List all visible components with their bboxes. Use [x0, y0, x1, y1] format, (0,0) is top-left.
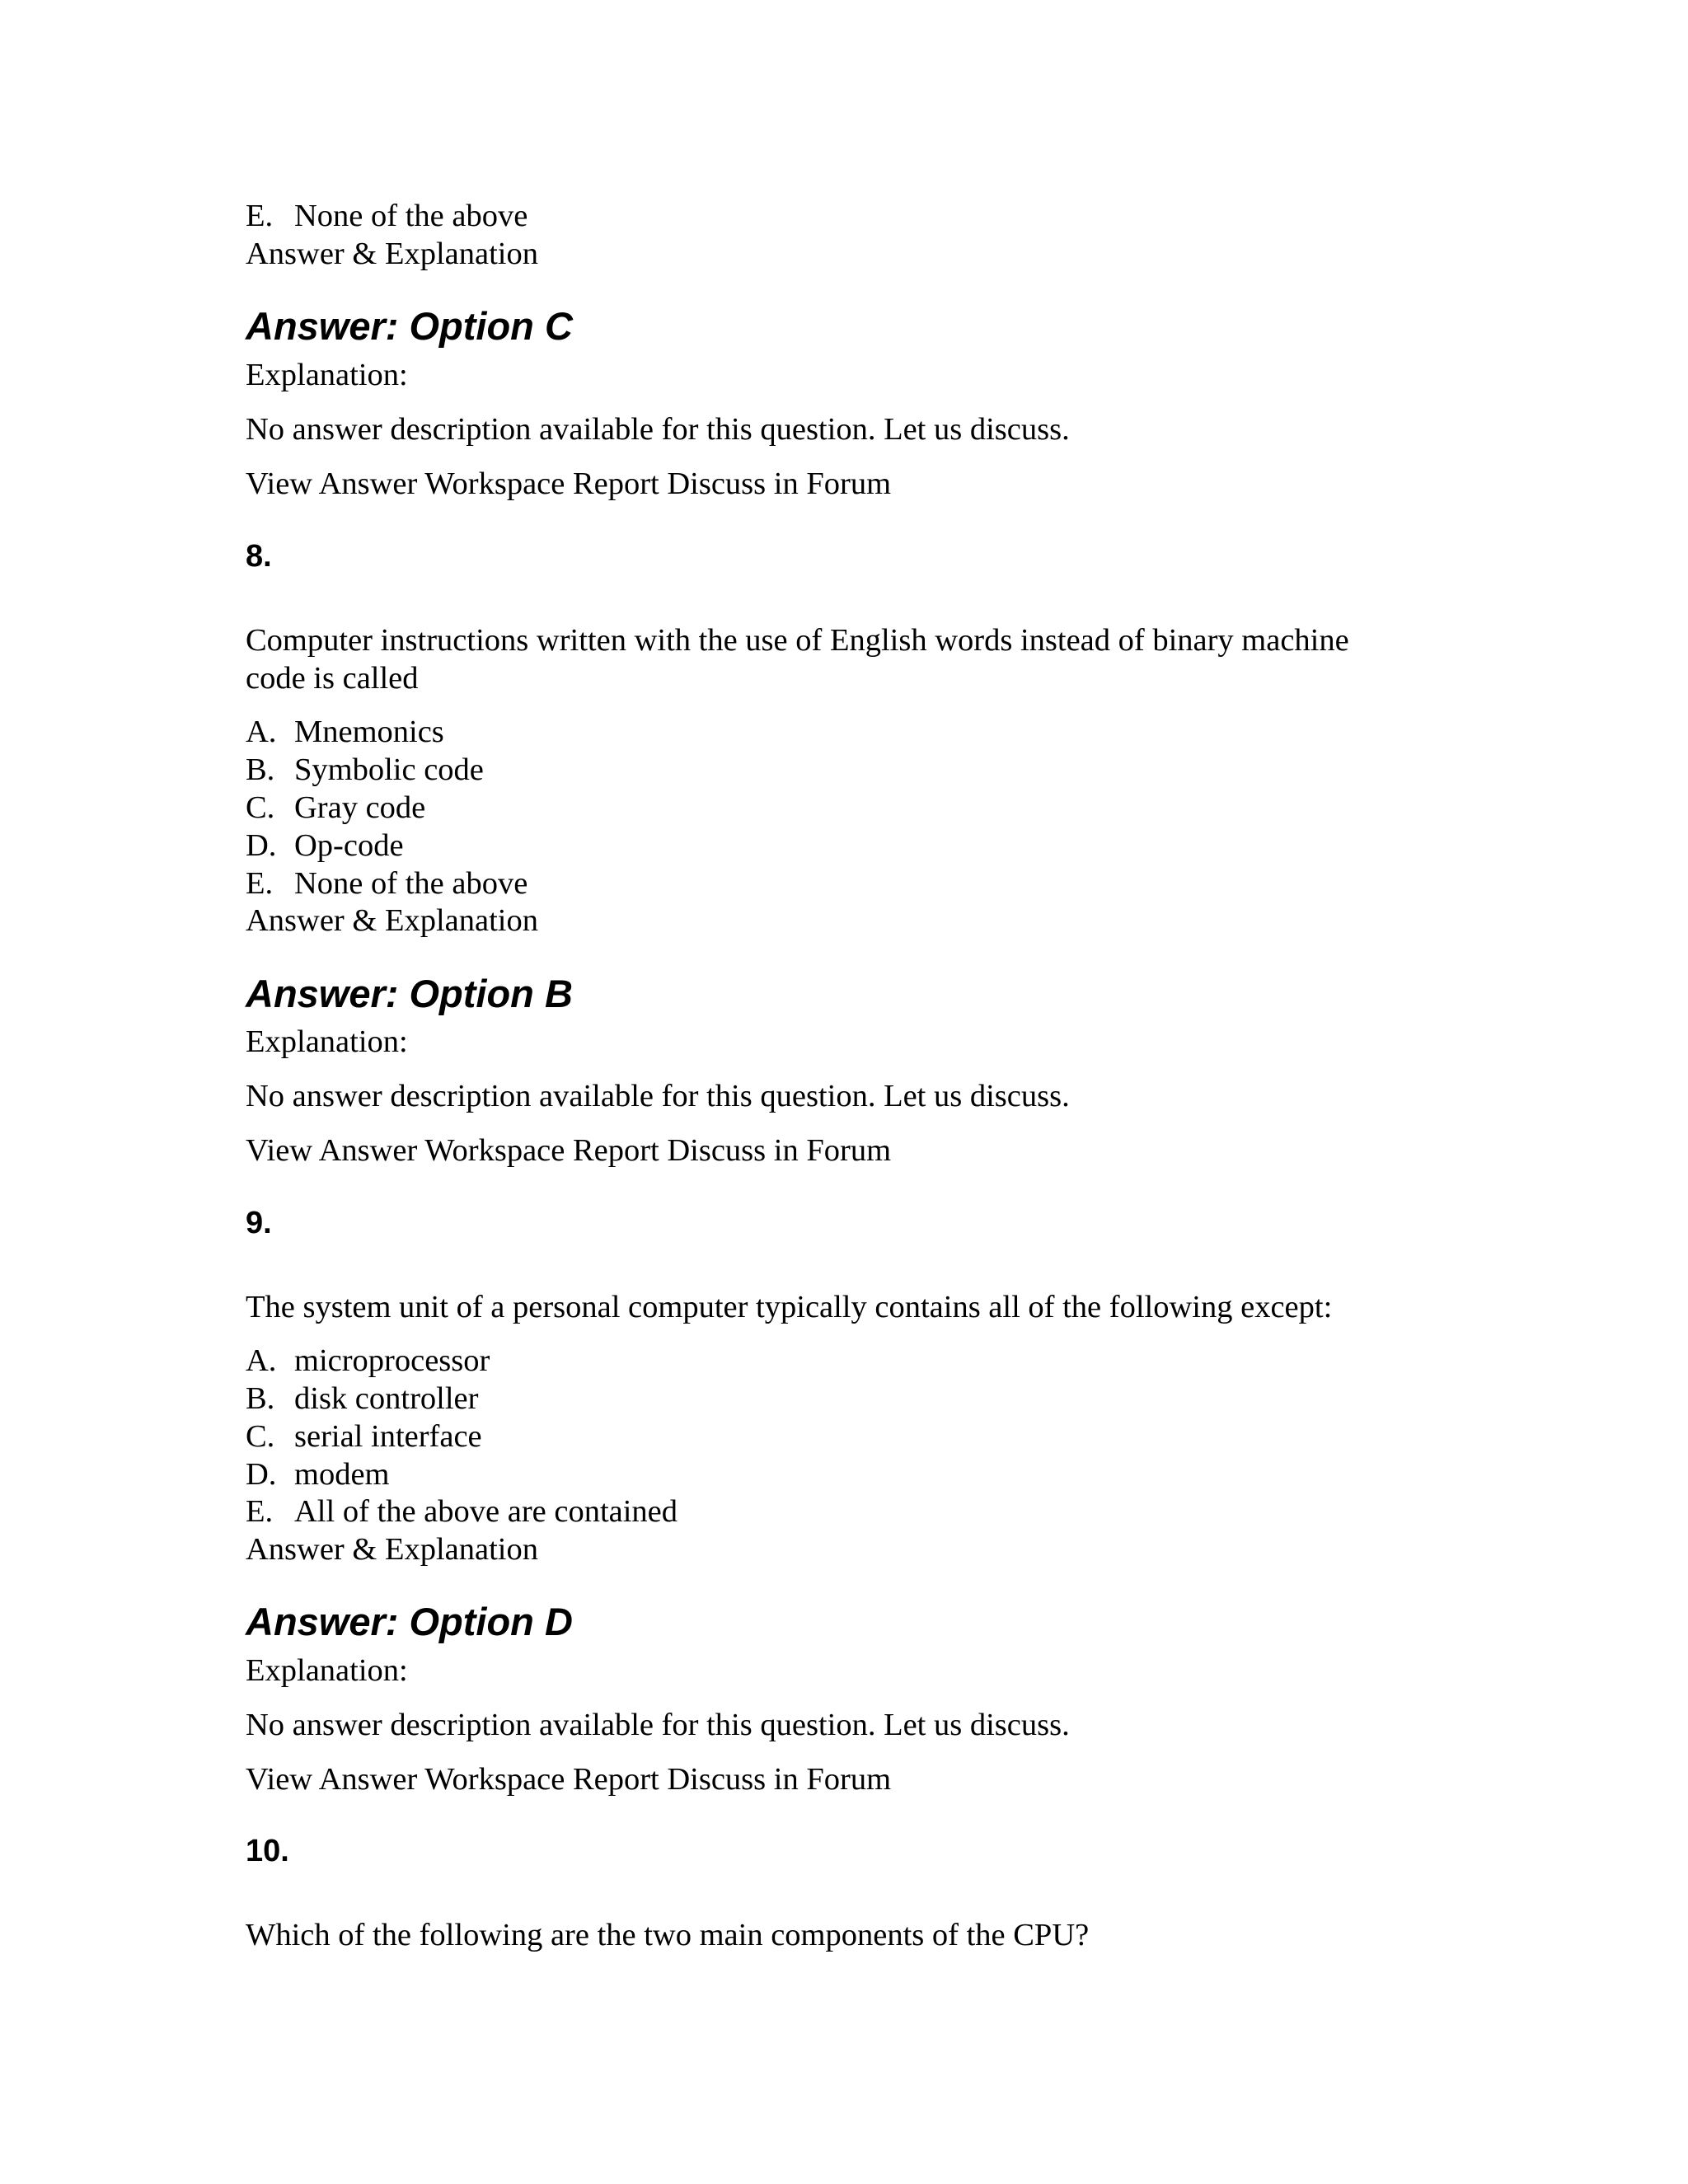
option-b [246, 1380, 478, 1418]
answer-explanation-toggle: Answer & Explanation [246, 1532, 538, 1567]
option-a [246, 1342, 490, 1380]
option-letter: A. [246, 715, 277, 749]
option-text: Op-code [294, 828, 404, 863]
option-text: Mnemonics [294, 715, 444, 749]
option-text: disk controller [294, 1381, 479, 1416]
option-letter: B. [246, 752, 275, 787]
option-letter: B. [246, 1381, 275, 1416]
explanation-label: Explanation: [246, 1653, 408, 1688]
answer-heading: Answer: Option D [246, 1600, 573, 1643]
question-text-line-1: Which of the following are the two main components of the CPU? [246, 1918, 1090, 1952]
explanation-text: No answer description available for this question. Let us discuss. [246, 1708, 1070, 1742]
question-text-line-2: code is called [246, 661, 419, 696]
answer-explanation-toggle: Answer & Explanation [246, 237, 538, 271]
explanation-label: Explanation: [246, 1024, 408, 1059]
question-number: 9. [246, 1206, 272, 1240]
option-letter: E. [246, 866, 274, 901]
option-text: serial interface [294, 1419, 482, 1454]
explanation-text: No answer description available for this question. Let us discuss. [246, 1079, 1070, 1113]
option-text: None of the above [294, 866, 528, 901]
answer-actions: View Answer Workspace Report Discuss in Forum [246, 466, 892, 501]
option-letter: D. [246, 1457, 277, 1492]
option-letter: D. [246, 828, 277, 863]
option-text: Gray code [294, 790, 426, 825]
option-b [246, 751, 484, 789]
option-text: None of the above [294, 199, 528, 233]
option-d [246, 1455, 389, 1493]
answer-actions: View Answer Workspace Report Discuss in Forum [246, 1762, 892, 1797]
option-a [246, 713, 444, 751]
option-letter: A. [246, 1343, 277, 1378]
question-text-line-1: The system unit of a personal computer typically contains all of the following except: [246, 1290, 1333, 1324]
option-d [246, 827, 404, 865]
answer-explanation-toggle: Answer & Explanation [246, 903, 538, 938]
question-text-line-1: Computer instructions written with the use of English words instead of binary machine [246, 623, 1349, 658]
option-e [246, 1493, 678, 1530]
answer-heading: Answer: Option C [246, 304, 573, 348]
option-text: All of the above are contained [294, 1494, 678, 1529]
option-letter: C. [246, 790, 275, 825]
option-letter: E. [246, 199, 274, 233]
option-text: Symbolic code [294, 752, 484, 787]
option-text: modem [294, 1457, 390, 1492]
option-e [246, 865, 528, 902]
option-e [246, 197, 528, 235]
explanation-text: No answer description available for this question. Let us discuss. [246, 412, 1070, 447]
question-number: 8. [246, 539, 272, 574]
option-c [246, 789, 425, 827]
answer-actions: View Answer Workspace Report Discuss in Forum [246, 1133, 892, 1168]
option-letter: C. [246, 1419, 275, 1454]
explanation-label: Explanation: [246, 358, 408, 392]
answer-heading: Answer: Option B [246, 972, 573, 1015]
option-c [246, 1418, 482, 1455]
option-text: microprocessor [294, 1343, 490, 1378]
question-number: 10. [246, 1834, 289, 1868]
option-letter: E. [246, 1494, 274, 1529]
